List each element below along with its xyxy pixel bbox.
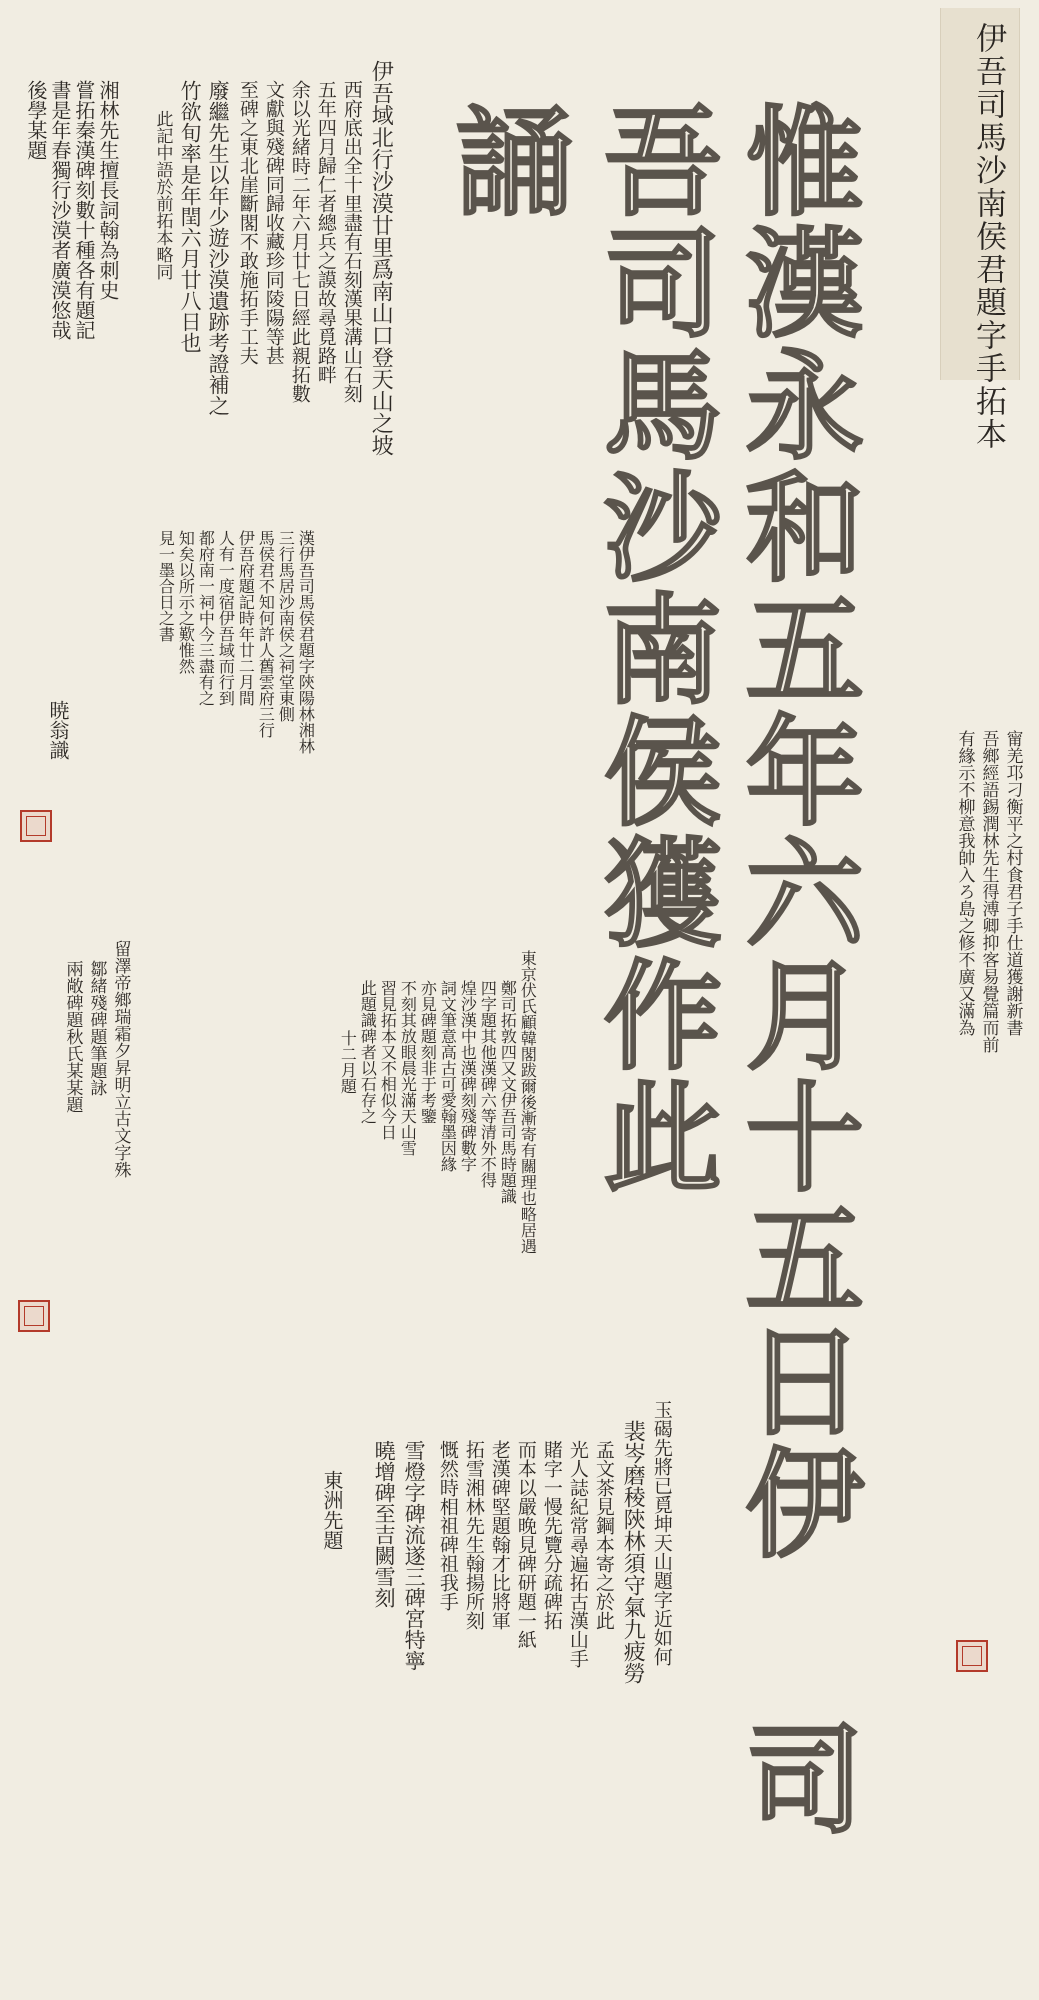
colophon-lower-mid-line: 東京伏氏顧韓閣跋爾後漸寄有關理也略居遇 [518,950,538,1254]
colophon-top-line: 廢繼先生以年少遊沙漠遺跡考證補之 [206,80,231,416]
colophon-far-line: 書是年春獨行沙漠者廣漠悠哉 [48,80,72,340]
colophon-top-line: 竹欲旬率是年閏六月廿八日也 [178,80,203,353]
colophon-lower-center-line: 裴岑磨稜陝林須守氣九疲勞 [620,1420,646,1684]
colophon-top-line: 此記中語於前拓本略同 [152,110,173,280]
colophon-top-line: 西府底出全十里盡有石刻漢果溝山石刻 [340,80,363,403]
colophon-lower-center-signature: 東洲先題 [320,1470,344,1550]
colophon-mid-line: 馬侯君不知何許人舊雲府三行 [256,530,276,738]
colophon-top-line: 文獻與殘碑同歸收藏珍同陵陽等甚 [262,80,285,365]
colophon-mid-line: 漢伊吾司馬侯君題字陝陽林湘林 [296,530,316,754]
colophon-lower-mid-line: 亦見碑題刻非于考鑒 [418,980,438,1124]
colophon-lower-mid-line: 十二月題 [338,1030,358,1094]
colophon-lower-center-line: 玉碣先將已覓坤天山題字近如何 [650,1400,673,1666]
colophon-lower-center-line: 賭字一慢先覽分疏碑拓 [540,1440,563,1630]
colophon-lower-center-line: 老漢碑堅題翰才比將軍 [488,1440,511,1630]
colophon-mid-line: 知矣以所示之歎惟然 [176,530,196,674]
colophon-top-line: 伊吾域北行沙漠廿里爲南山口登天山之坡 [368,60,394,456]
colophon-lower-left-line: 兩敞碑題秋氏某某題 [62,960,83,1113]
colophon-mid-line: 都府南一祠中今三盡有之 [196,530,216,706]
colophon-lower-left-line: 鄒緒殘碑題筆題詠 [86,960,107,1096]
red-seal-left-lower [18,1300,50,1332]
scroll-title: 伊吾司馬沙南侯君題字手拓本 [970,22,1006,451]
colophon-mid-line: 三行馬居沙南侯之祠堂東側 [276,530,296,722]
colophon-far-line: 嘗拓秦漢碑刻數十種各有題記 [72,80,96,340]
colophon-lower-center-line: 而本以嚴晚見碑研題一紙 [514,1440,537,1649]
red-seal-left-upper [20,810,52,842]
colophon-lower-mid-line: 詞文筆意高古可愛翰墨因緣 [438,980,458,1172]
rubbing-line-1: 惟漢永和五年六月十五日伊 [725,100,864,1564]
colophon-top-line: 五年四月歸仁者總兵之謨故尋覓路畔 [314,80,337,384]
red-seal-right [956,1640,988,1672]
colophon-top-line: 余以光緒時二年六月廿七日經此親拓數 [288,80,311,403]
colophon-lower-center-line: 光人誌紀常尋遍拓古漢山手 [566,1440,589,1668]
right-inscription-line: 有緣示不柳意我帥入ろ島之修不廣又滿為 [954,730,975,1036]
colophon-lower-mid-line: 不刻其放眼晨光滿天山雪 [398,980,418,1156]
colophon-mid-line: 伊吾府題記時年廿二月間 [236,530,256,706]
colophon-far-line: 湘林先生擅長詞翰為刺史 [96,80,120,300]
colophon-lower-center-line: 曉增碑至吉闕雪刻 [372,1440,397,1608]
rubbing-line-3: 誦 [435,100,574,222]
colophon-top-line: 至碑之東北崖斷閣不敢施拓手工夫 [236,80,259,365]
colophon-lower-mid-line: 煌沙漢中也漢碑刻殘碑數字 [458,980,478,1172]
title-strip [940,8,1020,451]
rubbing-line-2: 吾司馬沙南侯獲作此 [583,100,722,1198]
rubbing-line-1-tail: 司 [725,1718,864,1840]
colophon-lower-center-line: 慨然時相祖碑祖我手 [436,1440,459,1611]
colophon-mid-line: 見一墨合日之書 [156,530,176,642]
right-inscription-line: 甯羌邛刁衡平之村食君子手仕道獲謝新書 [1002,730,1023,1036]
colophon-far-line: 後學某題 [24,80,48,160]
colophon-mid-signature: 暁翁識 [46,700,70,760]
right-inscription-line: 吾鄉經語錫潤林先生得溥卿抑客易覺篇而前 [978,730,999,1053]
colophon-lower-mid-line: 四字題其他漢碑六等清外不得 [478,980,498,1188]
colophon-lower-mid-line: 鄭司拓敦四又文伊吾司馬時題識 [498,980,518,1204]
colophon-lower-left-line: 留澤帝鄉瑞霜夕昇明立古文字殊 [110,940,131,1178]
colophon-lower-center-line: 拓雪湘林先生翰揚所刻 [462,1440,485,1630]
colophon-lower-center-line: 孟文茶見鋼本寄之於此 [592,1440,615,1630]
colophon-mid-line: 人有一度宿伊吾域而行到 [216,530,236,706]
colophon-lower-center-line: 雪燈字碑流遂三碑宮特寧 [402,1440,427,1671]
colophon-lower-mid-line: 習見拓本又不相似今日 [378,980,398,1140]
colophon-lower-mid-line: 此題識碑者以石存之 [358,980,378,1124]
